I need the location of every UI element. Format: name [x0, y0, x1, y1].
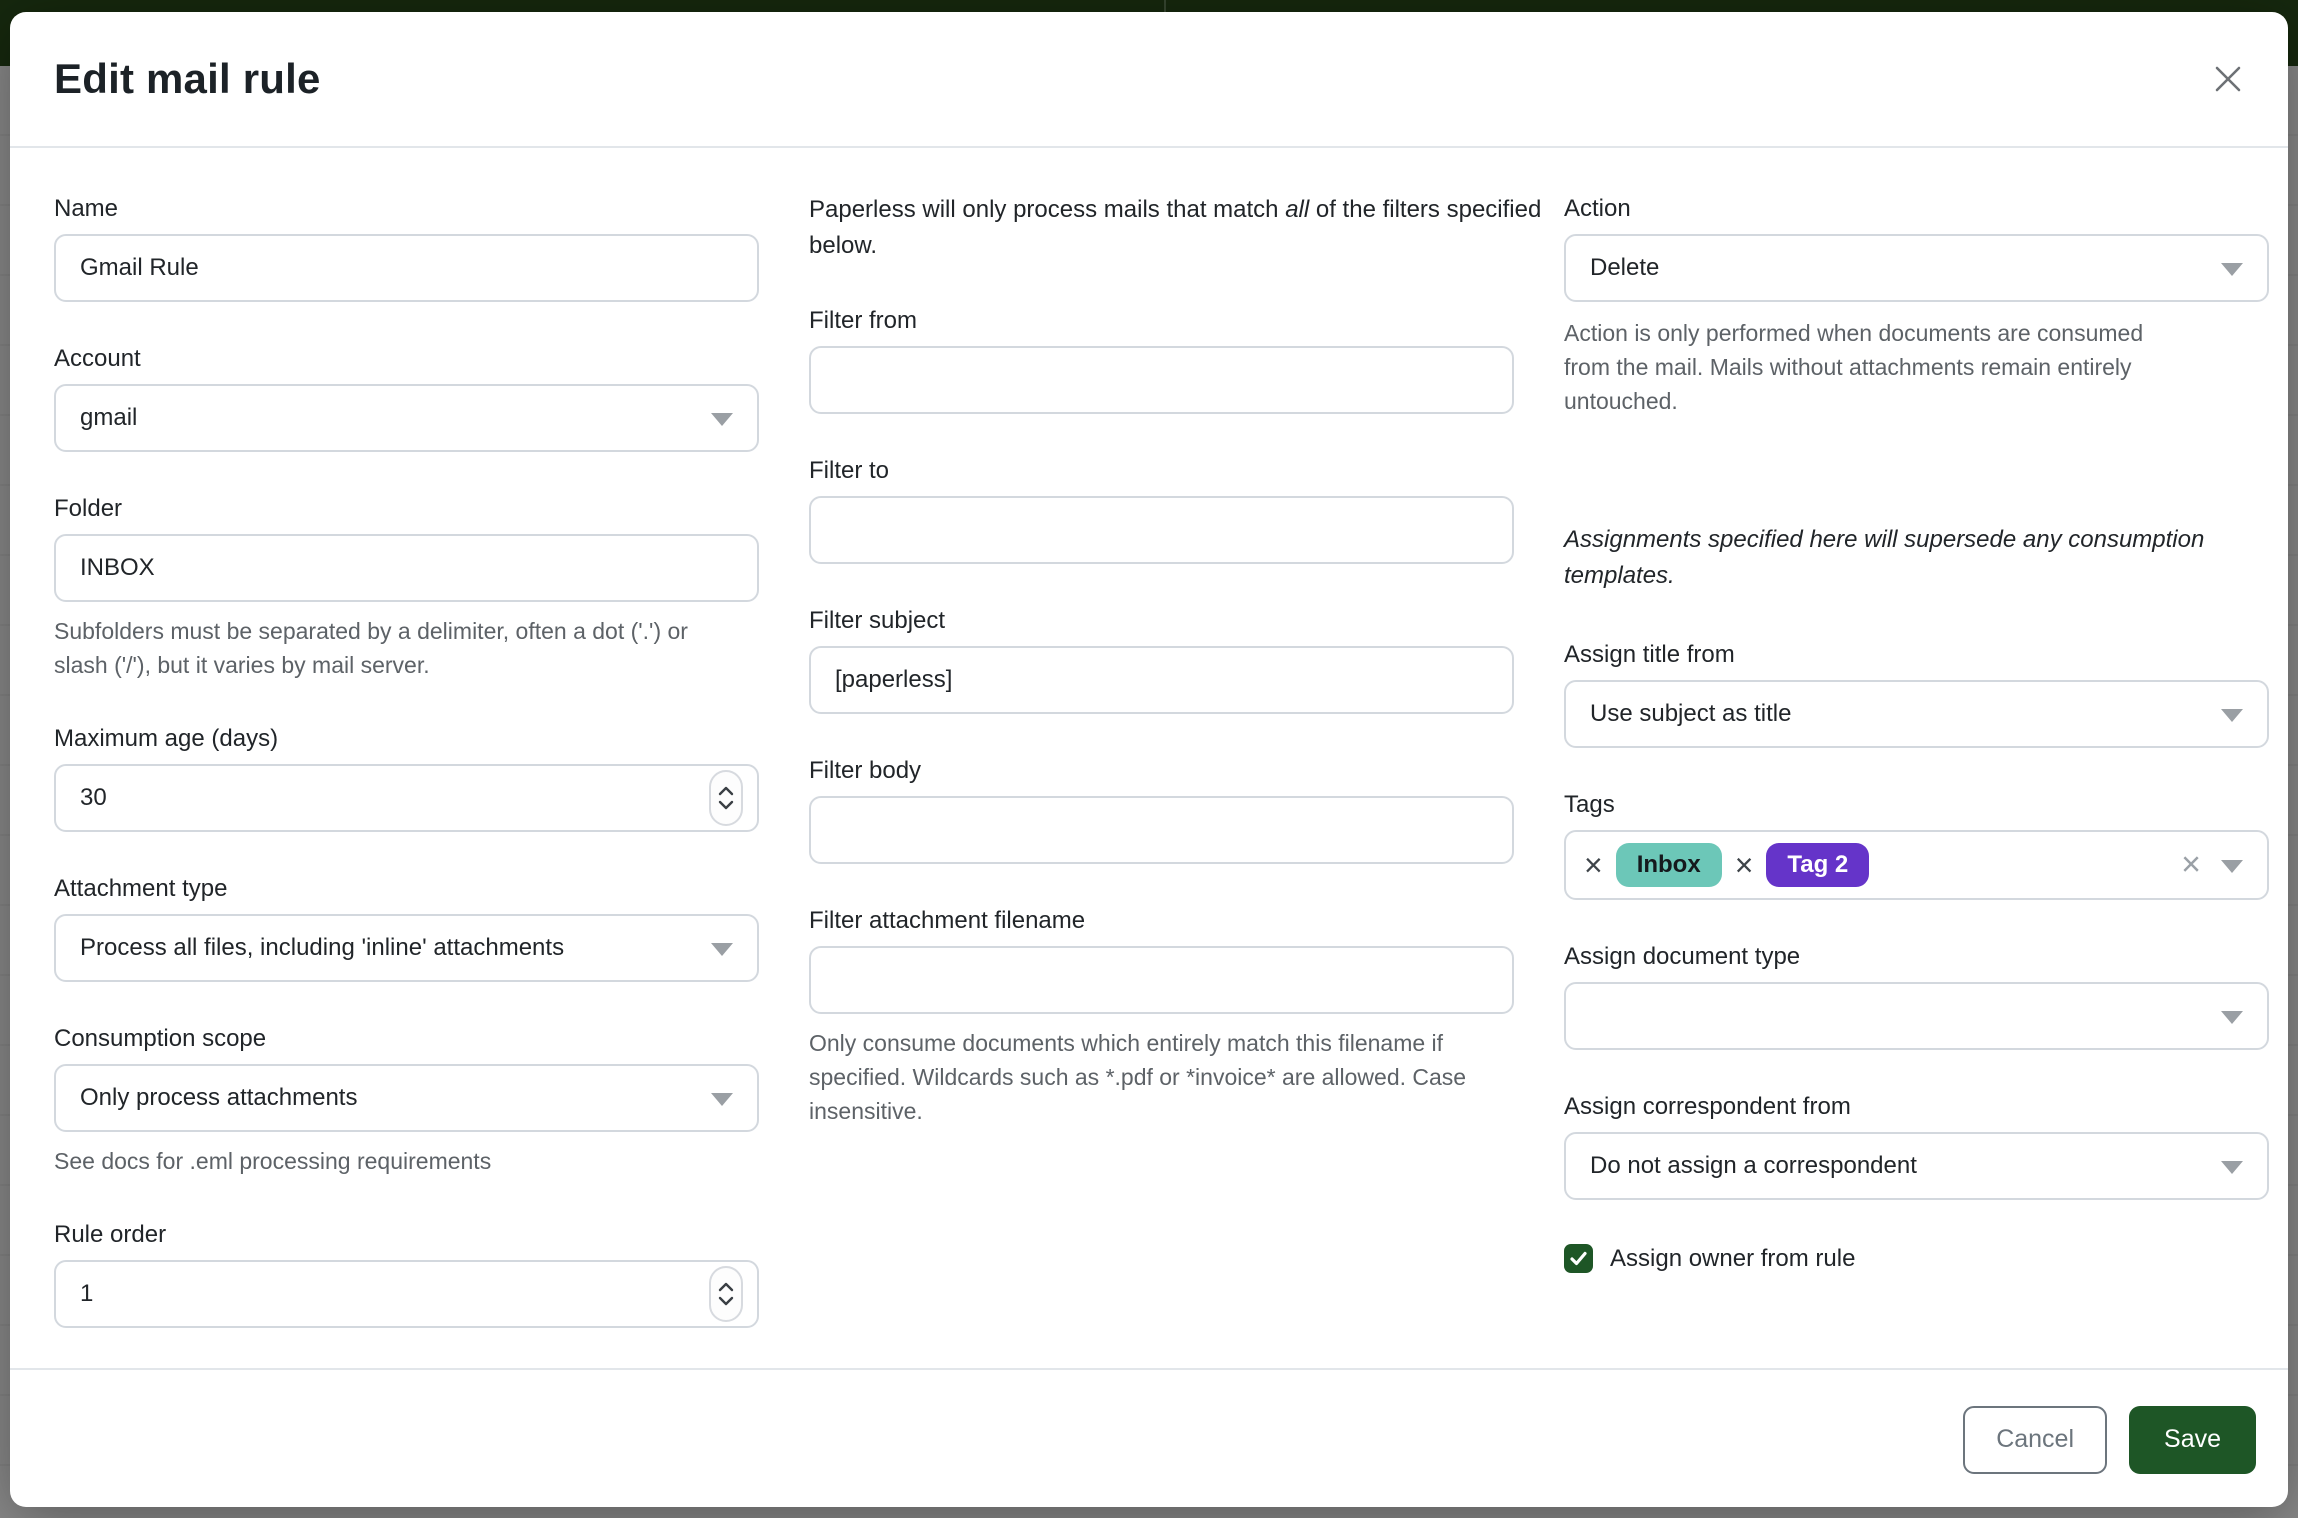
edit-mail-rule-dialog: [10, 12, 2288, 1507]
assign-document-type-label: Assign document type: [1564, 943, 1801, 970]
field-action: [1564, 192, 2269, 418]
assignments-note: Assignments specified here will supersede any consumption templates.: [1564, 526, 2205, 589]
save-button[interactable]: Save: [2129, 1406, 2256, 1474]
chevron-down-icon: [711, 1093, 733, 1106]
assign-correspondent-from-select[interactable]: [1564, 1132, 2269, 1200]
filter-to-input[interactable]: [809, 496, 1514, 564]
field-assign-document-type: [1564, 940, 2269, 1050]
field-filter-body: [809, 754, 1514, 864]
field-filter-subject: [809, 604, 1514, 714]
remove-tag-icon[interactable]: ×: [1734, 847, 1754, 883]
chevron-down-icon: [2221, 263, 2243, 276]
action-help-text: Action is only performed when documents are consumed from the mail. Mails without attachments remain entirely untouched.: [1564, 320, 2144, 414]
chevron-down-icon: [2221, 1011, 2243, 1024]
rule-order-label: Rule order: [54, 1221, 167, 1248]
action-label: Action: [1564, 195, 1631, 222]
action-select[interactable]: [1564, 234, 2269, 302]
account-select[interactable]: [54, 384, 759, 452]
maximum-age-stepper[interactable]: [709, 770, 743, 826]
field-attachment-type: [54, 872, 759, 982]
folder-help-text: Subfolders must be separated by a delimiter, often a dot ('.') or slash ('/'), but it varies by mail server.: [54, 618, 688, 678]
close-icon: [2211, 62, 2245, 96]
rule-order-input[interactable]: [54, 1260, 759, 1328]
chevron-down-icon: [711, 943, 733, 956]
filter-body-input[interactable]: [809, 796, 1514, 864]
consumption-scope-help-text: See docs for .eml processing requirements: [54, 1148, 492, 1174]
field-assign-title-from: [1564, 638, 2269, 748]
filters-intro-text: Paperless will only process mails that match all of the filters specified below.: [809, 196, 1542, 259]
chevron-down-icon: [718, 800, 734, 810]
name-input[interactable]: [54, 234, 759, 302]
assign-title-from-select-value: Use subject as title: [1590, 700, 1792, 727]
action-select-value: Delete: [1590, 254, 1660, 281]
tags-input[interactable]: [1564, 830, 2269, 900]
chevron-up-icon: [718, 1282, 734, 1292]
consumption-scope-label: Consumption scope: [54, 1025, 267, 1052]
attachment-type-select-value: Process all files, including 'inline' attachments: [80, 934, 565, 961]
tag-chip-inbox: Inbox: [1616, 843, 1722, 887]
assign-correspondent-from-select-value: Do not assign a correspondent: [1590, 1152, 1917, 1179]
remove-tag-icon[interactable]: ×: [1584, 847, 1603, 883]
maximum-age-label: Maximum age (days): [54, 725, 279, 752]
filter-attachment-filename-label: Filter attachment filename: [809, 907, 1086, 934]
filter-to-label: Filter to: [809, 457, 890, 484]
assign-title-from-select[interactable]: [1564, 680, 2269, 748]
column-general: [54, 192, 759, 1368]
filter-from-input[interactable]: [809, 346, 1514, 414]
column-filters: [809, 192, 1542, 1368]
clear-tags-icon[interactable]: ×: [2181, 845, 2201, 884]
account-select-value: gmail: [80, 404, 138, 431]
column-action-assignments: [1564, 192, 2269, 1368]
field-filter-from: [809, 304, 1514, 414]
consumption-scope-select-value: Only process attachments: [80, 1084, 358, 1111]
field-filter-to: [809, 454, 1514, 564]
filter-subject-label: Filter subject: [809, 607, 946, 634]
assign-title-from-label: Assign title from: [1564, 641, 1735, 668]
dialog-header: [10, 12, 2288, 148]
chevron-down-icon: [718, 1296, 734, 1306]
chevron-down-icon: [2221, 1161, 2243, 1174]
consumption-scope-select[interactable]: [54, 1064, 759, 1132]
field-filter-attachment-filename: [809, 904, 1514, 1128]
chevron-down-icon: [2221, 709, 2243, 722]
account-label: Account: [54, 345, 141, 372]
assign-owner-checkbox[interactable]: [1564, 1244, 1593, 1273]
field-name: [54, 192, 759, 302]
tag-chip-tag2: Tag 2: [1766, 843, 1869, 887]
attachment-type-label: Attachment type: [54, 875, 228, 902]
name-label: Name: [54, 195, 119, 222]
field-folder: [54, 492, 759, 682]
chevron-up-icon: [718, 786, 734, 796]
field-rule-order: [54, 1218, 759, 1328]
attachment-type-select[interactable]: [54, 914, 759, 982]
background-navbar-divider: [1164, 0, 1166, 12]
filter-body-label: Filter body: [809, 757, 922, 784]
dialog-footer: [10, 1368, 2288, 1509]
page-title: Edit mail rule: [54, 55, 321, 102]
field-maximum-age: [54, 722, 759, 832]
filter-attachment-filename-input[interactable]: [809, 946, 1514, 1014]
rule-order-stepper[interactable]: [709, 1266, 743, 1322]
tags-label: Tags: [1564, 791, 1615, 818]
chevron-down-icon[interactable]: [2221, 860, 2243, 873]
maximum-age-input[interactable]: [54, 764, 759, 832]
assign-owner-row: [1564, 1244, 2269, 1273]
check-icon: [1569, 1250, 1588, 1267]
filter-subject-input[interactable]: [809, 646, 1514, 714]
cancel-button[interactable]: Cancel: [1963, 1406, 2107, 1474]
assign-document-type-select[interactable]: [1564, 982, 2269, 1050]
close-button[interactable]: [2204, 55, 2252, 103]
assign-correspondent-from-label: Assign correspondent from: [1564, 1093, 1851, 1120]
folder-label: Folder: [54, 495, 123, 522]
chevron-down-icon: [711, 413, 733, 426]
dialog-body: [10, 148, 2288, 1368]
assign-owner-label: Assign owner from rule: [1610, 1244, 1856, 1272]
field-assign-correspondent-from: [1564, 1090, 2269, 1200]
field-tags: [1564, 788, 2269, 900]
filter-attachment-filename-help-text: Only consume documents which entirely match this filename if specified. Wildcards such as *.pdf or *invoice* are allowed. Case insensitive.: [809, 1030, 1467, 1124]
field-consumption-scope: [54, 1022, 759, 1178]
field-account: [54, 342, 759, 452]
folder-input[interactable]: [54, 534, 759, 602]
filter-from-label: Filter from: [809, 307, 917, 334]
